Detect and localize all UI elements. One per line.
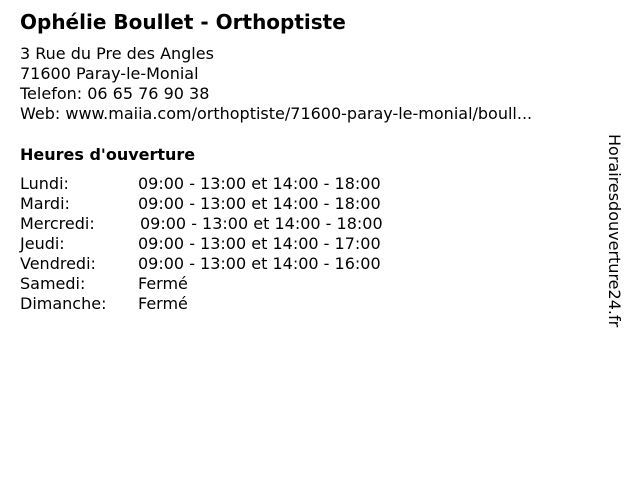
time-value: Fermé <box>138 274 188 293</box>
hours-row-wednesday <box>20 214 383 234</box>
phone-number: Telefon: 06 65 76 90 38 <box>20 84 210 103</box>
day-label: Dimanche: <box>20 294 107 313</box>
time-value: 09:00 - 13:00 et 14:00 - 18:00 <box>138 194 381 213</box>
page-title: Ophélie Boullet - Orthoptiste <box>20 10 346 34</box>
time-value: 09:00 - 13:00 et 14:00 - 18:00 <box>138 174 381 193</box>
brand-watermark: Horairesdouverture24.fr <box>605 134 624 328</box>
website-link: Web: www.maiia.com/orthoptiste/71600-paray-le-monial/boull... <box>20 104 533 123</box>
day-label: Mercredi: <box>20 214 95 233</box>
hours-row-sunday <box>20 294 383 314</box>
hours-row-saturday <box>20 274 383 294</box>
time-value: 09:00 - 13:00 et 14:00 - 16:00 <box>138 254 381 273</box>
city-address: 71600 Paray-le-Monial <box>20 64 199 83</box>
day-label: Samedi: <box>20 274 86 293</box>
day-label: Lundi: <box>20 174 69 193</box>
time-value: 09:00 - 13:00 et 14:00 - 17:00 <box>138 234 381 253</box>
opening-hours-table <box>20 174 383 314</box>
hours-row-friday <box>20 254 383 274</box>
day-label: Mardi: <box>20 194 70 213</box>
opening-hours-heading: Heures d'ouverture <box>20 145 196 164</box>
hours-row-thursday <box>20 234 383 254</box>
hours-row-monday <box>20 174 383 194</box>
street-address: 3 Rue du Pre des Angles <box>20 44 214 63</box>
hours-row-tuesday <box>20 194 383 214</box>
day-label: Jeudi: <box>20 234 65 253</box>
time-value: Fermé <box>138 294 188 313</box>
day-label: Vendredi: <box>20 254 96 273</box>
time-value: 09:00 - 13:00 et 14:00 - 18:00 <box>140 214 383 233</box>
address-block <box>20 44 532 124</box>
